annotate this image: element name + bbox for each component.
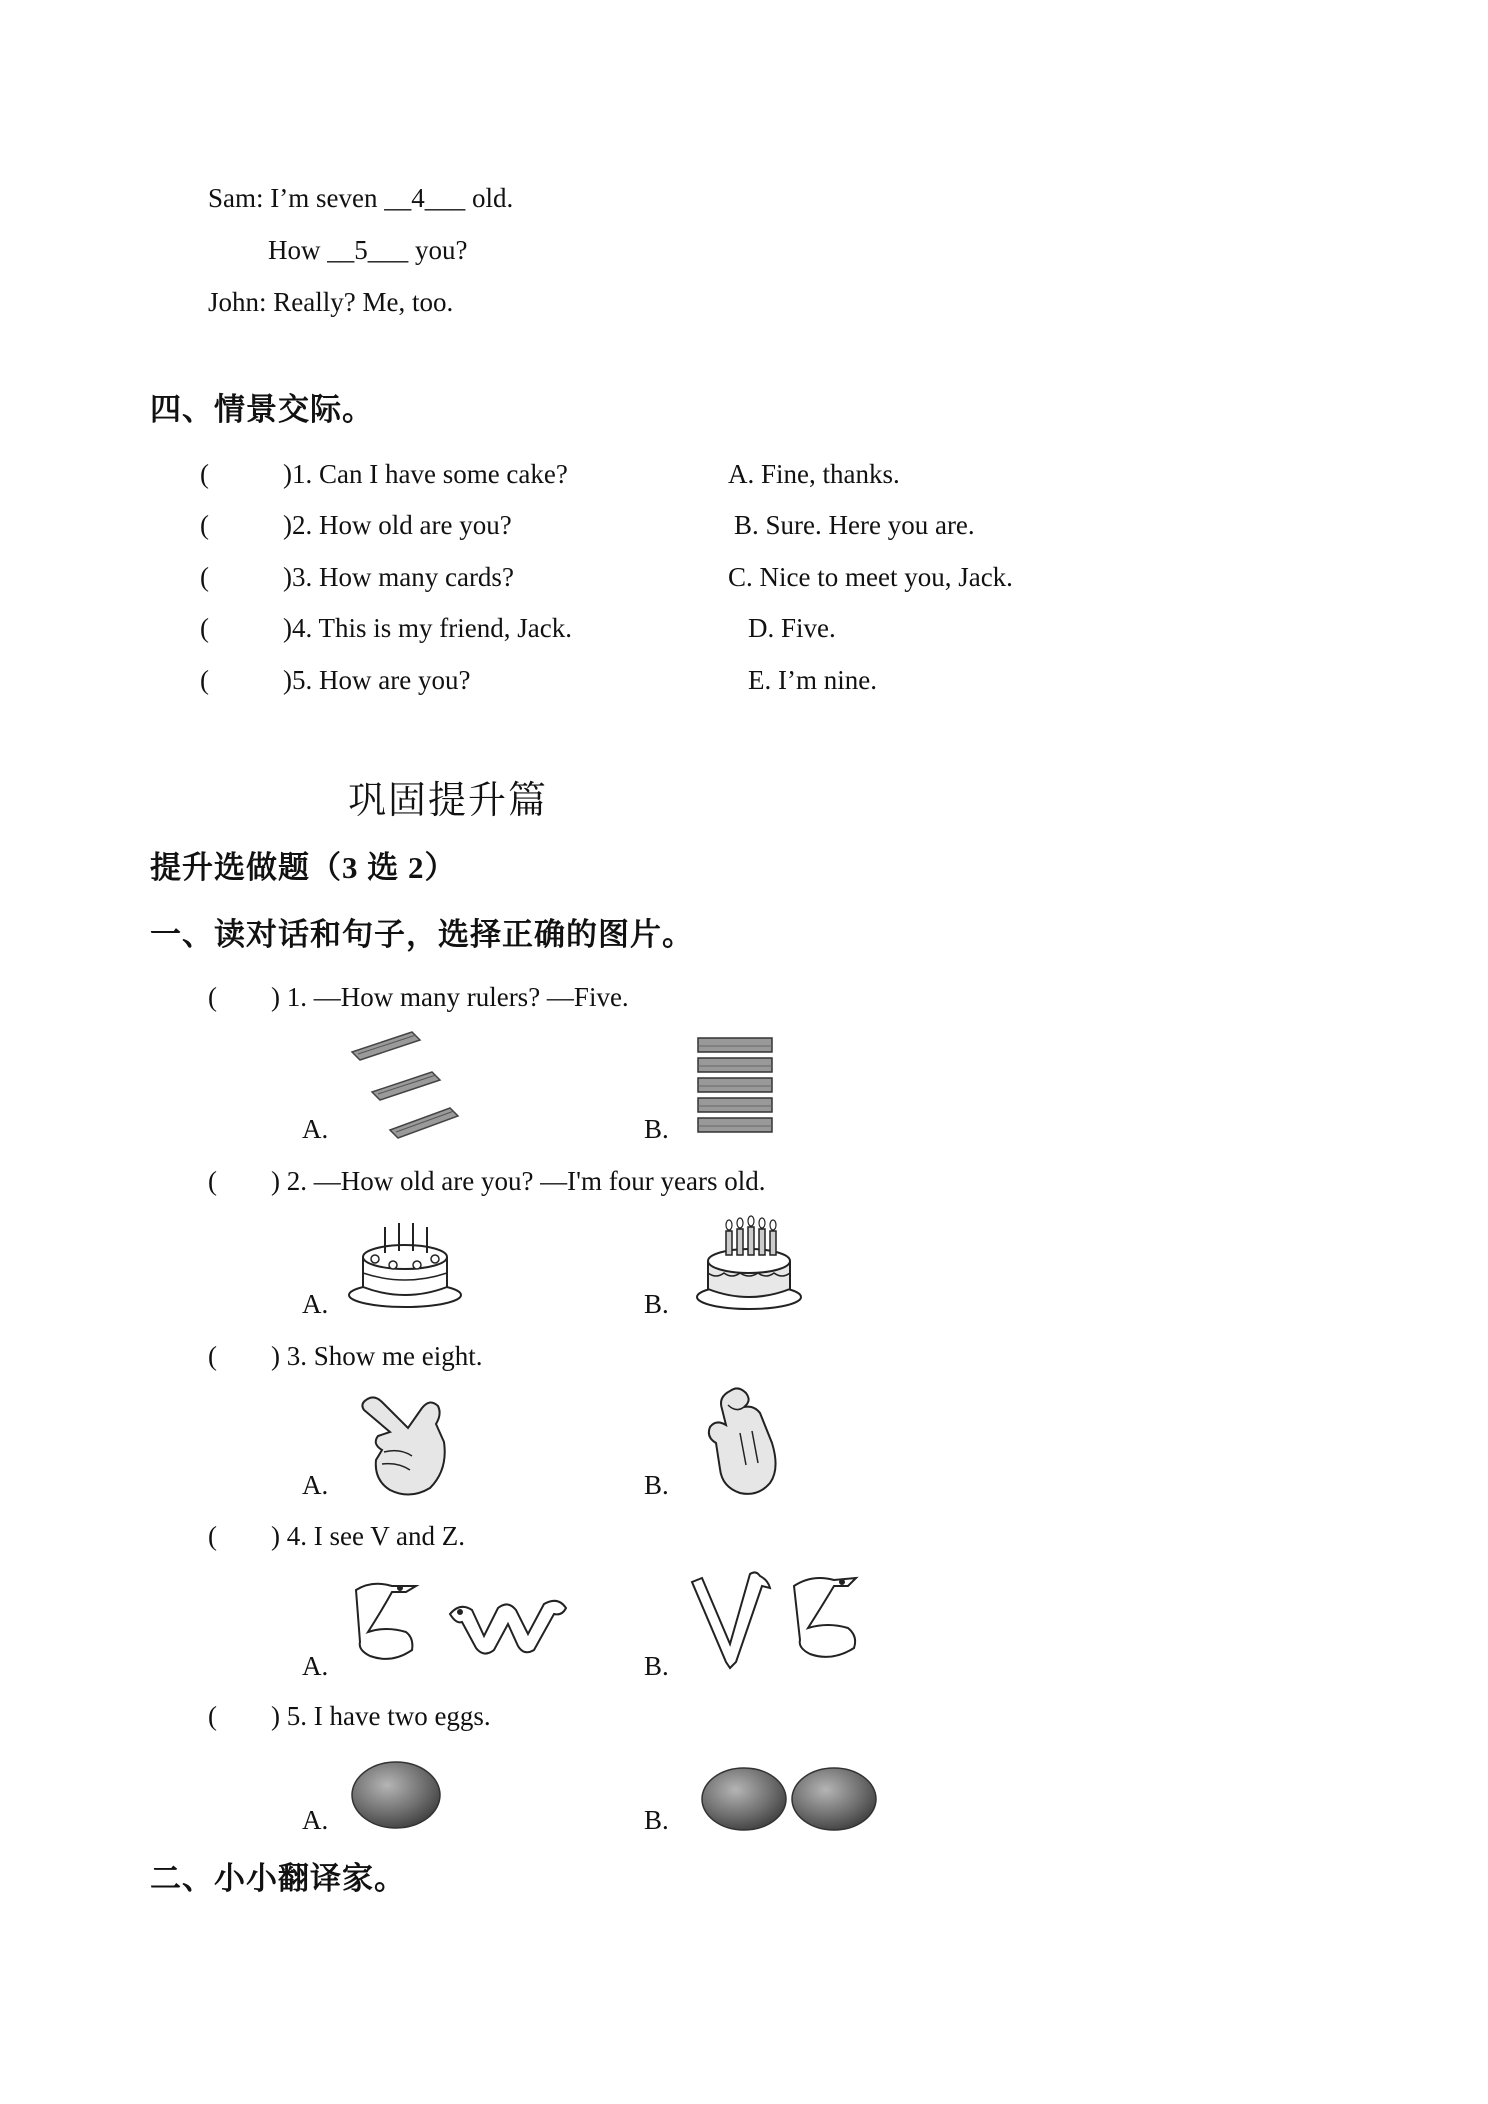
exercise1-question-1: ( ) 1. —How many rulers? —Five. — [208, 982, 629, 1012]
cake-four-candles-picture[interactable] — [345, 1215, 465, 1313]
answer-option: E. I’m nine. — [748, 665, 877, 695]
hand-eight-picture[interactable] — [360, 1392, 450, 1498]
v-and-z-picture[interactable] — [690, 1568, 900, 1672]
dialogue-how-line: How __5___ you? — [268, 235, 468, 265]
option-b-label: B. — [644, 1805, 669, 1835]
option-a-label: A. — [302, 1114, 329, 1144]
option-b-label: B. — [644, 1114, 669, 1144]
question-text: )2. How old are you? — [283, 510, 512, 540]
answer-option: C. Nice to meet you, Jack. — [728, 562, 1013, 592]
question-text: )1. Can I have some cake? — [283, 459, 568, 489]
exercise1-question-5: ( ) 5. I have two eggs. — [208, 1701, 491, 1731]
exercise1-title: 一、读对话和句子，选择正确的图片。 — [150, 917, 694, 952]
section4-title: 四、情景交际。 — [150, 392, 374, 427]
option-a-label: A. — [302, 1289, 329, 1319]
answer-option: D. Five. — [748, 613, 836, 643]
answer-paren[interactable]: ( — [200, 510, 209, 540]
exercise1-question-3: ( ) 3. Show me eight. — [208, 1341, 483, 1371]
option-b-label: B. — [644, 1651, 669, 1681]
exercise1-question-2: ( ) 2. —How old are you? —I'm four years old. — [208, 1166, 766, 1196]
dialogue-sam-line: Sam: I’m seven __4___ old. — [208, 183, 514, 213]
option-b-label: B. — [644, 1289, 669, 1319]
answer-paren[interactable]: ( — [200, 613, 209, 643]
cake-five-candles-picture[interactable] — [694, 1213, 804, 1313]
question-text: )3. How many cards? — [283, 562, 514, 592]
five-rulers-picture[interactable] — [697, 1036, 773, 1136]
answer-paren[interactable]: ( — [200, 665, 209, 695]
answer-option: A. Fine, thanks. — [728, 459, 900, 489]
option-a-label: A. — [302, 1805, 329, 1835]
option-a-label: A. — [302, 1651, 329, 1681]
part-title: 巩固提升篇 — [348, 780, 549, 822]
question-text: )4. This is my friend, Jack. — [283, 613, 572, 643]
answer-option: B. Sure. Here you are. — [734, 510, 975, 540]
three-rulers-picture[interactable] — [350, 1030, 460, 1140]
dialogue-john-line: John: Really? Me, too. — [208, 287, 454, 317]
optional-title: 提升选做题（3 选 2） — [150, 850, 457, 885]
option-a-label: A. — [302, 1470, 329, 1500]
answer-paren[interactable]: ( — [200, 459, 209, 489]
option-b-label: B. — [644, 1470, 669, 1500]
z-and-w-animals-picture[interactable] — [352, 1580, 572, 1672]
two-eggs-picture[interactable] — [700, 1765, 880, 1833]
hand-ok-picture[interactable] — [700, 1385, 786, 1497]
answer-paren[interactable]: ( — [200, 562, 209, 592]
exercise1-question-4: ( ) 4. I see V and Z. — [208, 1521, 465, 1551]
one-egg-picture[interactable] — [350, 1760, 442, 1830]
exercise2-title: 二、小小翻译家。 — [150, 1861, 406, 1896]
question-text: )5. How are you? — [283, 665, 471, 695]
